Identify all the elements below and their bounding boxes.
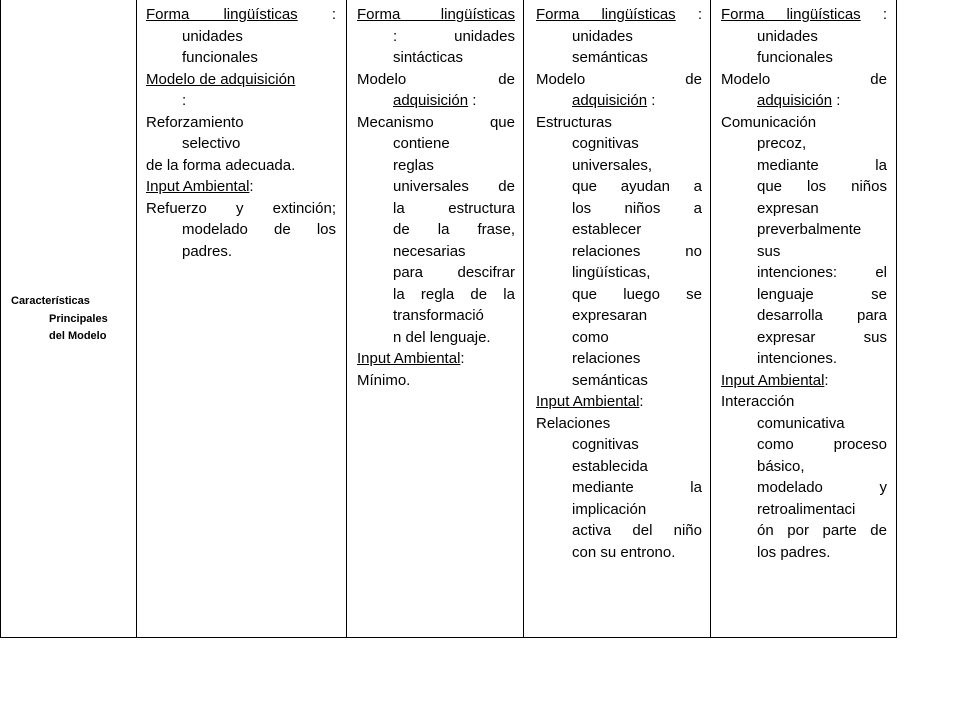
body-line: semánticas <box>572 371 648 389</box>
body-line: que los niños <box>757 178 887 195</box>
input-line: implicación <box>572 500 647 518</box>
forma-colon: : <box>675 6 702 23</box>
body-first-line: Mecanismo que <box>357 113 515 131</box>
forma-line: unidades <box>182 27 243 45</box>
body-line: n del lenguaje. <box>393 328 491 346</box>
input-heading <box>721 370 887 392</box>
input-first-line: Mínimo. <box>357 371 411 389</box>
body-line: para descifrar <box>393 264 515 281</box>
body-line: la estructura <box>393 199 515 217</box>
input-line: padres. <box>182 242 233 260</box>
input-line: modelado de los <box>182 221 336 238</box>
forma-line: unidades <box>572 27 633 45</box>
body-line: universales de <box>393 178 515 195</box>
input-colon: : <box>249 178 254 195</box>
body-line: universales, <box>572 156 653 174</box>
body-first-line: Comunicación <box>721 113 817 131</box>
body-line: que ayudan a <box>572 178 702 195</box>
modelo-label: Modelo de adquisición <box>146 70 296 88</box>
body-line: expresan <box>757 199 819 217</box>
forma-label: Forma lingüísticas <box>721 6 861 23</box>
input-line: establecida <box>572 457 648 475</box>
input-label: Input Ambiental <box>357 350 461 367</box>
input-heading <box>536 391 702 413</box>
body-line: relaciones <box>572 350 641 367</box>
body-line: mediante la <box>757 156 887 174</box>
input-line: modelado y <box>757 479 887 496</box>
input-colon: : <box>824 371 829 389</box>
model-cell <box>146 4 336 262</box>
body-line: los niños a <box>572 199 702 217</box>
forma-line: semánticas <box>572 49 648 66</box>
input-first-line: Refuerzo y extinción; <box>146 199 336 217</box>
input-first-line: Relaciones <box>536 414 611 432</box>
body-line: desarrolla para <box>757 307 887 324</box>
input-line: mediante la <box>572 479 702 496</box>
body-line: lingüísticas, <box>572 264 651 281</box>
forma-line: funcionales <box>757 49 833 66</box>
modelo-heading <box>146 69 336 91</box>
input-heading <box>146 176 336 198</box>
body-line: de la frase, <box>393 221 515 238</box>
body-line: que luego se <box>572 285 702 303</box>
forma-heading <box>146 4 336 26</box>
forma-label: Forma lingüísticas <box>536 6 676 23</box>
forma-line: funcionales <box>182 49 258 66</box>
forma-heading <box>536 4 702 26</box>
modelo-heading: Modelo de <box>357 70 515 88</box>
modelo-label: adquisición <box>572 92 648 109</box>
forma-heading <box>721 4 887 26</box>
body-line: lenguaje se <box>757 285 887 303</box>
input-line: comunicativa <box>757 414 845 432</box>
body-line: expresaran <box>572 307 648 324</box>
forma-heading <box>357 4 515 26</box>
row-label-line: Características <box>11 295 90 307</box>
forma-line: : unidades <box>393 27 515 45</box>
body-line: preverbalmente <box>757 221 862 238</box>
body-line: contiene <box>393 135 450 152</box>
model-column <box>347 0 524 638</box>
body-line: precoz, <box>757 135 807 152</box>
input-line: cognitivas <box>572 436 639 453</box>
modelo-colon: : <box>647 92 656 109</box>
body-line: necesarias <box>393 242 466 260</box>
model-column <box>711 0 898 638</box>
modelo-label-line <box>536 90 702 112</box>
input-first-line: Interacción <box>721 393 795 410</box>
modelo-label-line <box>721 90 887 112</box>
input-label: Input Ambiental <box>146 178 250 195</box>
forma-label: Forma lingüísticas <box>357 6 515 23</box>
body-first-line: Estructuras <box>536 113 612 131</box>
modelo-label: adquisición <box>393 92 469 109</box>
body-line: relaciones no <box>572 242 702 260</box>
modelo-heading: Modelo de <box>721 70 887 88</box>
model-column <box>137 0 347 638</box>
modelo-line: : <box>182 92 187 109</box>
row-label <box>11 293 129 346</box>
body-line: cognitivas <box>572 135 639 152</box>
row-label-line: Principales <box>49 312 108 325</box>
body-line: la regla de la <box>393 285 515 303</box>
input-line: activa del niño <box>572 522 702 539</box>
input-line: ón por parte de <box>757 522 887 539</box>
model-cell <box>721 4 887 563</box>
forma-line: sintácticas <box>393 49 464 66</box>
model-cell <box>536 4 702 563</box>
modelo-label-line <box>357 90 515 112</box>
forma-colon: : <box>297 6 336 23</box>
input-colon: : <box>639 393 644 410</box>
body-first-line: Reforzamiento <box>146 113 244 131</box>
modelo-colon: : <box>468 92 477 109</box>
input-line: los padres. <box>757 543 831 561</box>
input-colon: : <box>460 350 465 367</box>
body-line: expresar sus <box>757 328 887 346</box>
forma-line: unidades <box>757 27 818 45</box>
body-line: intenciones: el <box>757 264 887 281</box>
input-heading <box>357 348 515 370</box>
body-line: selectivo <box>182 135 241 152</box>
body-extra-line: de la forma adecuada. <box>146 156 296 174</box>
input-line: con su entrono. <box>572 543 676 561</box>
input-line: retroalimentaci <box>757 500 856 518</box>
modelo-colon: : <box>832 92 841 109</box>
body-line: establecer <box>572 221 642 238</box>
input-line: básico, <box>757 457 805 475</box>
modelo-label: adquisición <box>757 92 833 109</box>
forma-colon: : <box>860 6 887 23</box>
row-label-cell <box>1 0 137 638</box>
model-column <box>524 0 711 638</box>
body-line: transformació <box>393 307 484 324</box>
body-line: como <box>572 328 609 346</box>
input-label: Input Ambiental <box>721 371 825 389</box>
row-label-line: del Modelo <box>49 330 107 342</box>
modelo-heading: Modelo de <box>536 70 702 88</box>
input-label: Input Ambiental <box>536 393 640 410</box>
forma-label: Forma lingüísticas <box>146 6 298 23</box>
input-line: como proceso <box>757 436 887 453</box>
body-line: intenciones. <box>757 350 838 367</box>
model-cell <box>357 4 515 391</box>
body-line: reglas <box>393 156 434 174</box>
body-line: sus <box>757 242 781 260</box>
